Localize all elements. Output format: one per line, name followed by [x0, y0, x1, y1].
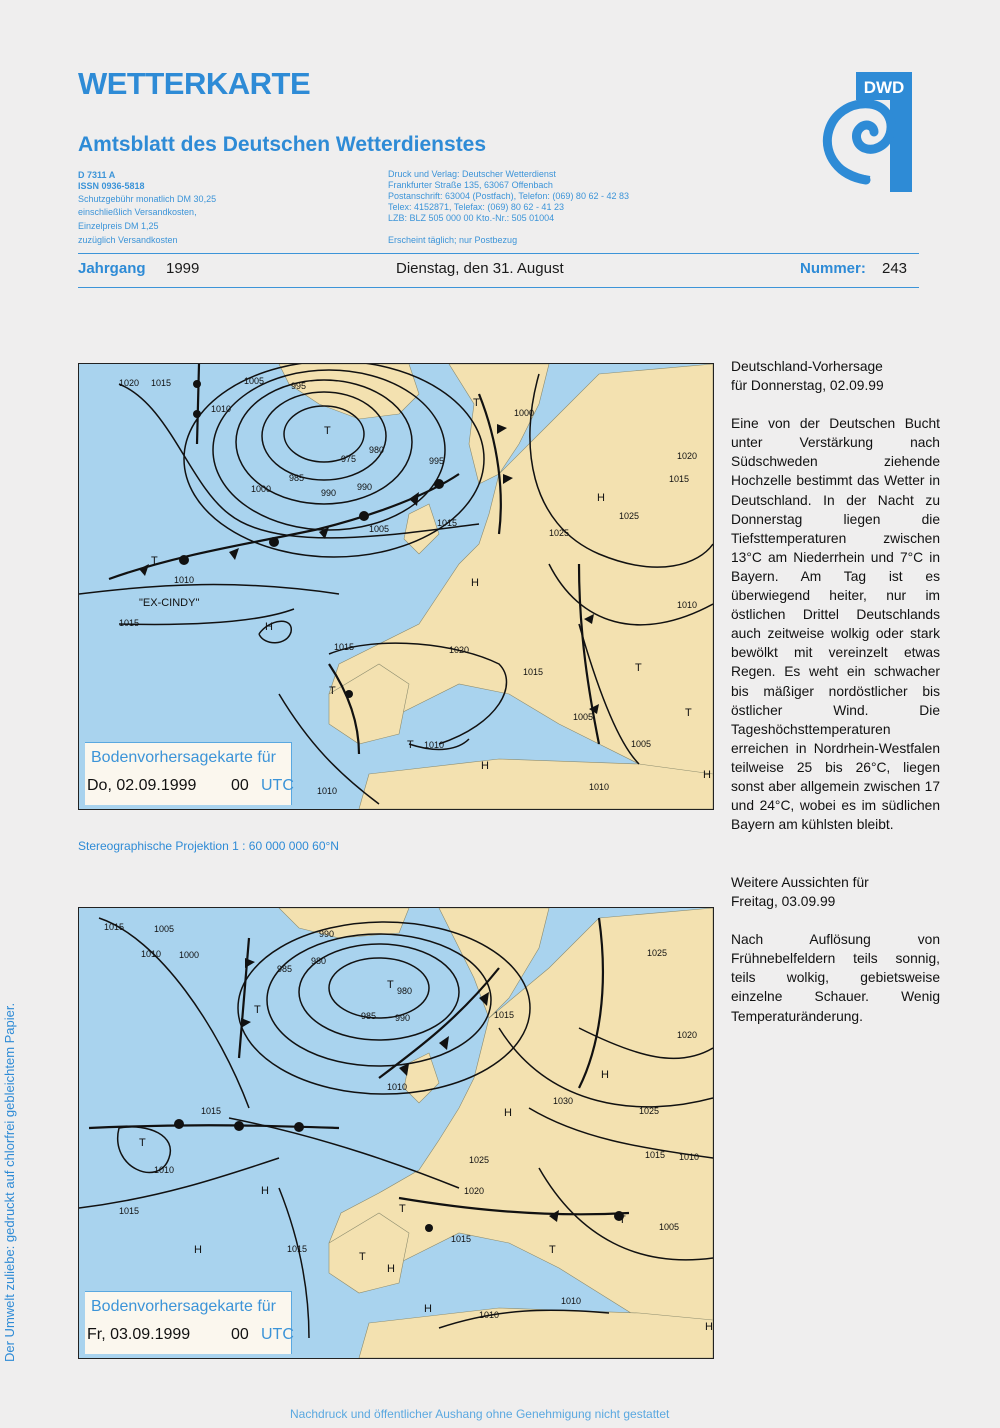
map-label-time: 00	[231, 777, 249, 794]
svg-text:1005: 1005	[369, 524, 390, 534]
svg-text:995: 995	[291, 381, 307, 391]
dwd-logo	[820, 72, 912, 194]
map-label-thursday	[85, 742, 292, 805]
map-label-utc: UTC	[261, 1326, 294, 1343]
svg-text:T: T	[151, 555, 158, 567]
single-price: Einzelpreis DM 1,25	[78, 221, 159, 231]
forecast-map-friday	[78, 907, 714, 1359]
map-label-title: Bodenvorhersagekarte für	[91, 1298, 276, 1315]
issue-date: Dienstag, den 31. August	[396, 260, 564, 277]
svg-text:1020: 1020	[677, 451, 698, 461]
svg-text:1020: 1020	[677, 1030, 698, 1040]
map-label-utc: UTC	[261, 777, 294, 794]
issue-number: 243	[882, 260, 908, 277]
svg-text:1020: 1020	[119, 378, 140, 388]
svg-text:H: H	[705, 1321, 713, 1333]
svg-text:1025: 1025	[639, 1106, 660, 1116]
publication-code: D 7311 A	[78, 170, 116, 180]
svg-text:1020: 1020	[449, 645, 470, 655]
svg-text:1015: 1015	[451, 1234, 472, 1244]
map-label-friday	[85, 1291, 292, 1354]
svg-text:990: 990	[357, 482, 373, 492]
svg-text:990: 990	[395, 1013, 411, 1023]
svg-text:1015: 1015	[287, 1244, 308, 1254]
issue-row	[78, 260, 914, 282]
svg-text:1015: 1015	[494, 1010, 515, 1020]
svg-text:H: H	[387, 1263, 395, 1275]
svg-text:H: H	[597, 492, 605, 504]
price-note: zuzüglich Versandkosten	[78, 235, 178, 245]
telex: Telex: 4152871, Telefax: (069) 80 62 - 41 23	[388, 202, 564, 212]
svg-text:995: 995	[429, 456, 445, 466]
forecast-heading-2: für Donnerstag, 02.09.99	[731, 378, 884, 394]
fee-note: einschließlich Versandkosten,	[78, 207, 197, 217]
environment-note: Der Umwelt zuliebe: gedruckt auf chlorfrei gebleichtem Papier.	[2, 1002, 17, 1362]
map-label-time: 00	[231, 1326, 249, 1343]
forecast-body: Eine von der Deutschen Bucht unter Verstärkung nach Südschweden ziehende Hochzelle bestimmt das Wetter in Deutschland. In der Nacht zu Donnerstag liegen die Tiefsttemperaturen zwischen 13°C am Niederrhein und 7°C in Bayern. Am Tag ist es überwiegend heiter, nur im östlichen Drittel Deutschlands auch zeitweise wolkig oder stark bewölkt mit vereinzelt etwas Regen. Es weht ein schwacher bis mäßiger nordöstlicher bis östlicher Wind. Die Tageshöchsttemperaturen erreichen in Nordrhein-Westfalen teilweise 25 bis 26°C, liegen sonst aber allgemein zwischen 17 und 24°C, wobei es im südlichen Bayern am kühlsten bleibt.	[731, 416, 940, 833]
year: 1999	[166, 260, 200, 277]
postal-address: Postanschrift: 63004 (Postfach), Telefon: (069) 80 62 - 42 83	[388, 191, 629, 201]
svg-text:1020: 1020	[464, 1186, 485, 1196]
issn: ISSN 0936-5818	[78, 181, 145, 191]
svg-text:T: T	[473, 397, 480, 409]
number-label: Nummer:	[800, 260, 866, 277]
svg-text:980: 980	[397, 986, 413, 996]
svg-text:985: 985	[289, 473, 305, 483]
svg-text:T: T	[329, 685, 336, 697]
projection-note: Stereographische Projektion 1 : 60 000 000 60°N	[78, 839, 339, 853]
svg-text:T: T	[359, 1251, 366, 1263]
map-label-date: Do, 02.09.1999	[87, 777, 197, 794]
svg-text:1000: 1000	[251, 484, 272, 494]
svg-text:990: 990	[321, 488, 337, 498]
svg-text:980: 980	[369, 445, 385, 455]
svg-text:T: T	[619, 1214, 626, 1226]
svg-text:1015: 1015	[523, 667, 544, 677]
svg-text:H: H	[504, 1107, 512, 1119]
svg-text:1010: 1010	[141, 949, 162, 959]
svg-text:985: 985	[277, 964, 293, 974]
forecast-section	[731, 357, 940, 834]
svg-text:1005: 1005	[631, 739, 652, 749]
subtitle: Amtsblatt des Deutschen Wetterdienstes	[78, 133, 487, 156]
svg-text:"EX-CINDY": "EX-CINDY"	[139, 597, 200, 609]
svg-text:1010: 1010	[317, 786, 338, 796]
svg-text:1025: 1025	[549, 528, 570, 538]
svg-text:1010: 1010	[154, 1165, 175, 1175]
svg-text:1015: 1015	[119, 1206, 140, 1216]
frequency: Erscheint täglich; nur Postbezug	[388, 235, 518, 245]
svg-text:T: T	[635, 662, 642, 674]
svg-text:985: 985	[361, 1011, 377, 1021]
svg-text:1010: 1010	[387, 1082, 408, 1092]
svg-text:DWD: DWD	[863, 78, 905, 97]
forecast-heading-1: Deutschland-Vorhersage	[731, 359, 883, 374]
svg-text:H: H	[703, 769, 711, 781]
svg-text:T: T	[685, 707, 692, 719]
svg-text:T: T	[549, 1244, 556, 1256]
svg-text:1015: 1015	[437, 518, 458, 528]
svg-text:1010: 1010	[479, 1310, 500, 1320]
svg-text:1015: 1015	[119, 618, 140, 628]
svg-text:T: T	[387, 979, 394, 991]
svg-text:990: 990	[319, 929, 335, 939]
svg-text:1010: 1010	[589, 782, 610, 792]
svg-text:1015: 1015	[334, 642, 355, 652]
svg-text:T: T	[324, 425, 331, 437]
svg-text:1015: 1015	[645, 1150, 666, 1160]
svg-text:1010: 1010	[174, 575, 195, 585]
svg-text:1015: 1015	[669, 474, 690, 484]
svg-text:1010: 1010	[561, 1296, 582, 1306]
outlook-heading-2: Freitag, 03.09.99	[731, 894, 836, 910]
svg-text:1005: 1005	[244, 376, 265, 386]
svg-text:1015: 1015	[201, 1106, 222, 1116]
svg-text:H: H	[261, 1185, 269, 1197]
outlook-body: Nach Auflösung von Frühnebelfeldern teils sonnig, teils wolkig, gebietsweise einzelne Schauer. Wenig Temperaturänderung.	[731, 932, 940, 1024]
svg-text:1000: 1000	[514, 408, 535, 418]
year-label: Jahrgang	[78, 260, 146, 277]
svg-text:H: H	[265, 621, 273, 633]
forecast-map-thursday	[78, 363, 714, 810]
svg-text:1010: 1010	[211, 404, 232, 414]
svg-text:1010: 1010	[677, 600, 698, 610]
outlook-section	[731, 873, 940, 1026]
publisher-address: Frankfurter Straße 135, 63067 Offenbach	[388, 180, 553, 190]
page-title: WETTERKARTE	[78, 66, 311, 101]
svg-text:T: T	[254, 1004, 261, 1016]
svg-text:1005: 1005	[154, 924, 175, 934]
svg-text:H: H	[481, 760, 489, 772]
publisher: Druck und Verlag: Deutscher Wetterdienst	[388, 169, 556, 179]
svg-text:1025: 1025	[619, 511, 640, 521]
svg-text:T: T	[399, 1203, 406, 1215]
svg-text:1025: 1025	[469, 1155, 490, 1165]
svg-text:H: H	[471, 577, 479, 589]
svg-text:1005: 1005	[573, 712, 594, 722]
svg-text:H: H	[194, 1244, 202, 1256]
svg-text:1015: 1015	[104, 922, 125, 932]
svg-text:980: 980	[311, 956, 327, 966]
footer-note: Nachdruck und öffentlicher Aushang ohne Genehmigung nicht gestattet	[290, 1407, 670, 1421]
svg-text:975: 975	[341, 454, 357, 464]
bank-info: LZB: BLZ 505 000 00 Kto.-Nr.: 505 01004	[388, 213, 555, 223]
svg-text:T: T	[139, 1137, 146, 1149]
map-label-date: Fr, 03.09.1999	[87, 1326, 191, 1343]
svg-text:1010: 1010	[424, 740, 445, 750]
outlook-heading-1: Weitere Aussichten für	[731, 875, 869, 890]
svg-text:1030: 1030	[553, 1096, 574, 1106]
svg-text:H: H	[424, 1303, 432, 1315]
svg-text:1025: 1025	[647, 948, 668, 958]
svg-text:1005: 1005	[659, 1222, 680, 1232]
map-label-title: Bodenvorhersagekarte für	[91, 749, 276, 766]
svg-text:1015: 1015	[151, 378, 172, 388]
svg-text:1010: 1010	[679, 1152, 700, 1162]
svg-text:H: H	[601, 1069, 609, 1081]
svg-text:1000: 1000	[179, 950, 200, 960]
svg-text:T: T	[407, 739, 414, 751]
fee-monthly: Schutzgebühr monatlich DM 30,25	[78, 194, 217, 204]
